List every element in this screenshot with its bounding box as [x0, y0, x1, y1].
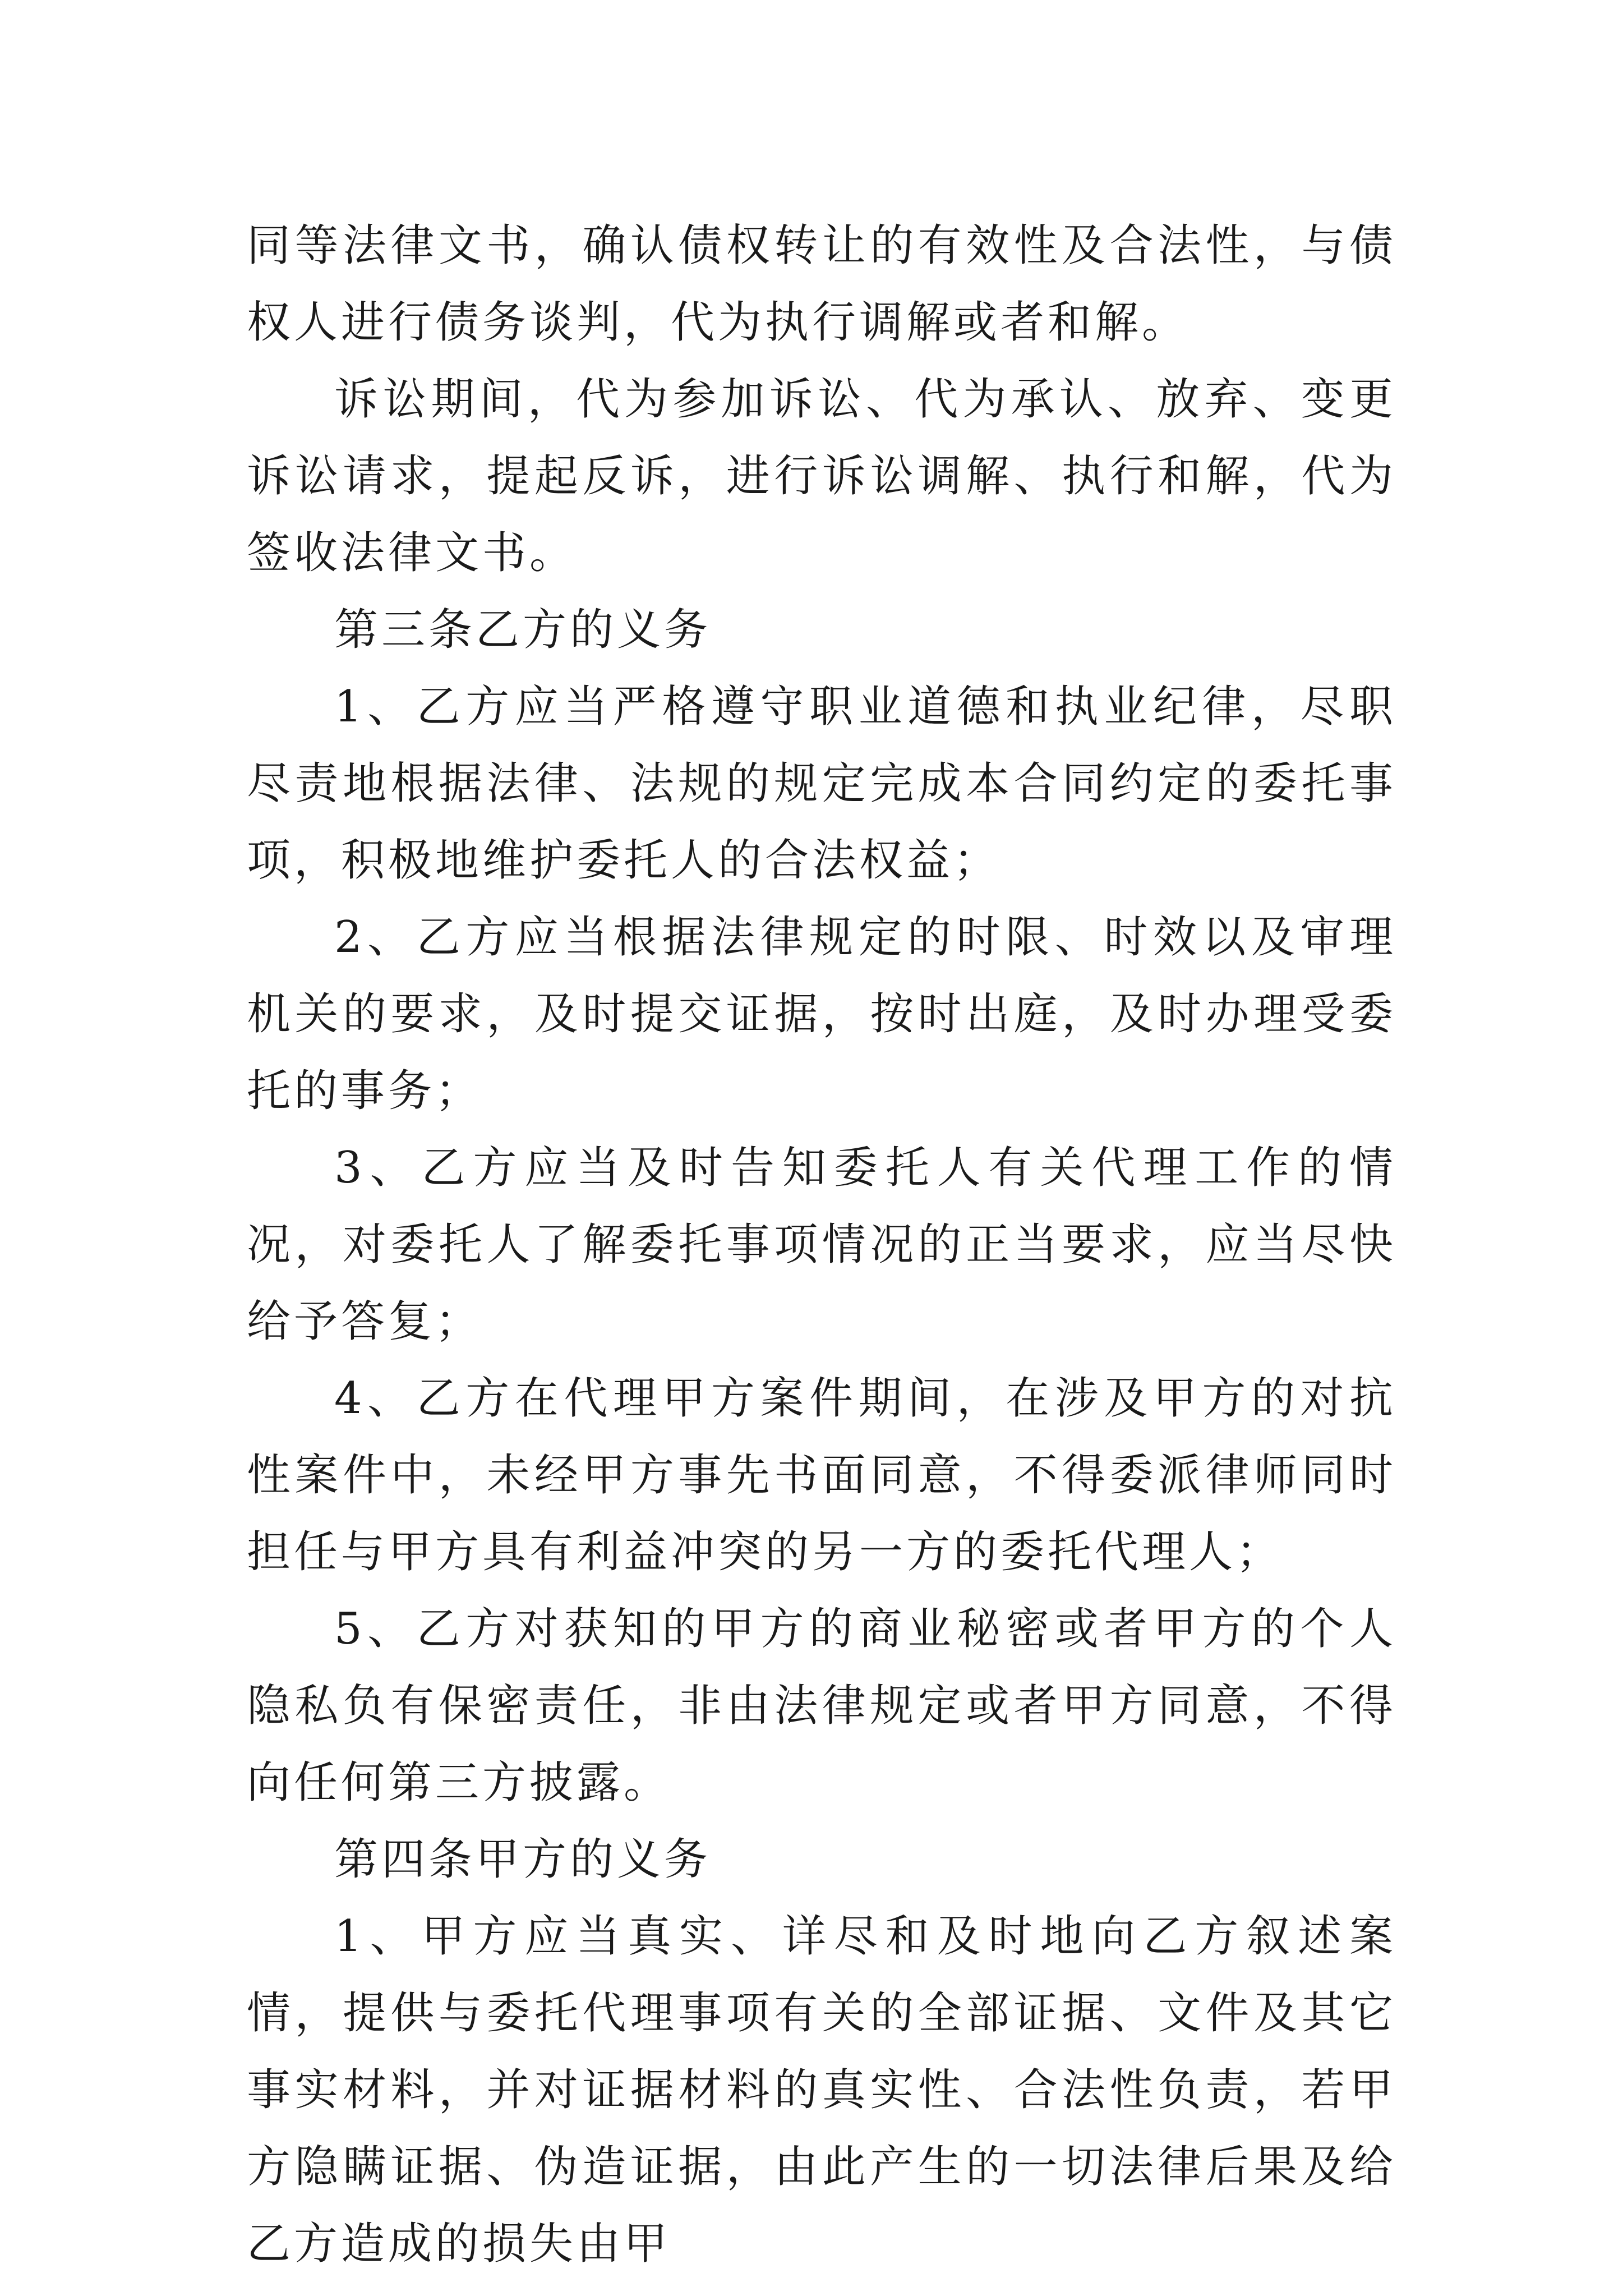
document-body — [247, 208, 1396, 2283]
paragraph-obligation-b-4: 4、乙方在代理甲方案件期间，在涉及甲方的对抗性案件中，未经甲方事先书面同意，不得委派律师同时担任与甲方具有利益冲突的另一方的委托代理人； — [247, 1373, 1396, 1577]
paragraph-litigation-period: 诉讼期间，代为参加诉讼、代为承认、放弃、变更诉讼请求，提起反诉，进行诉讼调解、执行和解，代为签收法律文书。 — [247, 374, 1396, 578]
paragraph-obligation-b-3: 3、乙方应当及时告知委托人有关代理工作的情况，对委托人了解委托事项情况的正当要求，应当尽快给予答复； — [247, 1143, 1396, 1347]
paragraph-obligation-a-1: 1、甲方应当真实、详尽和及时地向乙方叙述案情，提供与委托代理事项有关的全部证据、文件及其它事实材料，并对证据材料的真实性、合法性负责，若甲方隐瞒证据、伪造证据，由此产生的一切法律后果及给乙方造成的损失由甲 — [247, 1911, 1396, 2269]
section-heading-article-4: 第四条甲方的义务 — [334, 1834, 712, 1885]
paragraph-obligation-b-2: 2、乙方应当根据法律规定的时限、时效以及审理机关的要求，及时提交证据，按时出庭，及时办理受委托的事务； — [247, 912, 1396, 1116]
paragraph-obligation-b-5: 5、乙方对获知的甲方的商业秘密或者甲方的个人隐私负有保密责任，非由法律规定或者甲方同意，不得向任何第三方披露。 — [247, 1604, 1396, 1808]
section-heading-article-3: 第三条乙方的义务 — [334, 605, 712, 655]
paragraph-continuation: 同等法律文书，确认债权转让的有效性及合法性，与债权人进行债务谈判，代为执行调解或者和解。 — [247, 220, 1396, 348]
paragraph-obligation-b-1: 1、乙方应当严格遵守职业道德和执业纪律，尽职尽责地根据法律、法规的规定完成本合同约定的委托事项，积极地维护委托人的合法权益； — [247, 682, 1396, 886]
